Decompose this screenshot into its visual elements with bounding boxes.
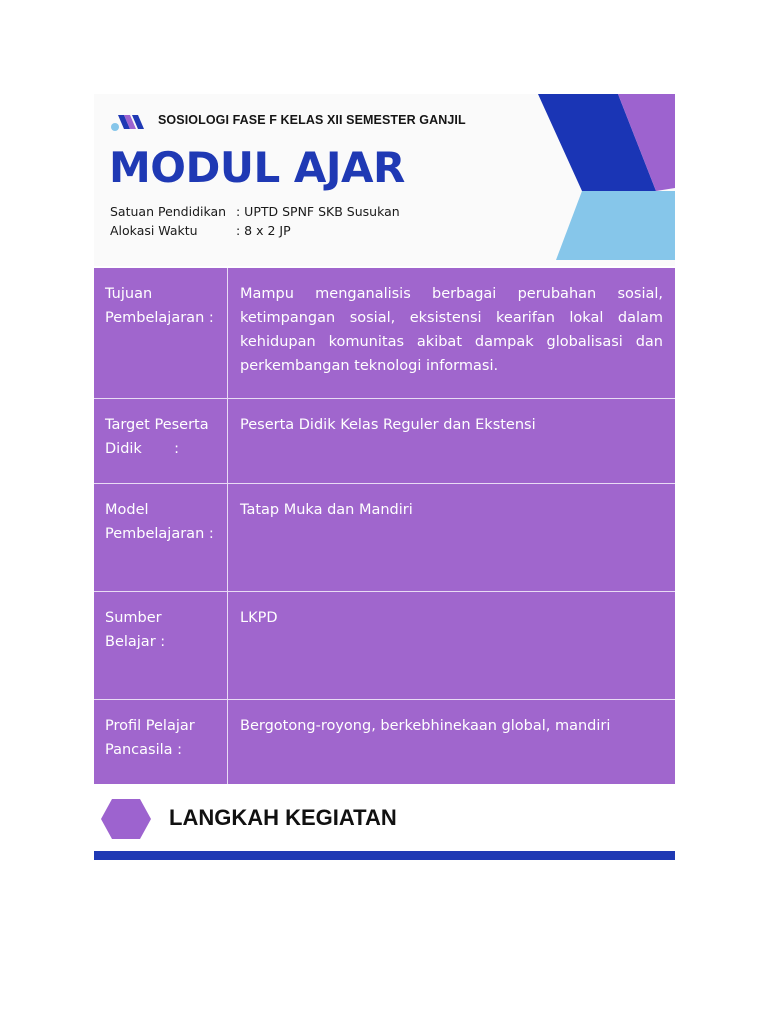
row-value: Peserta Didik Kelas Reguler dan Ekstensi xyxy=(240,417,536,433)
divider-bar xyxy=(94,851,675,860)
row-label: Target Peserta Didik : xyxy=(105,417,214,457)
row-label: Tujuan Pembelajaran : xyxy=(105,286,214,326)
row-value: Mampu menganalisis berbagai perubahan sosial, ketimpangan sosial, eksistensi kearifan lokal dalam kehidupan komunitas akibat dampak globalisasi dan perkembangan teknologi informasi. xyxy=(240,286,663,374)
hexagon-icon xyxy=(100,798,152,840)
row-label: Profil Pelajar Pancasila : xyxy=(105,718,195,758)
row-label: Sumber Belajar : xyxy=(105,610,166,650)
table-row xyxy=(94,592,675,700)
page-title: MODUL AJAR xyxy=(109,143,405,192)
section-header xyxy=(94,786,675,851)
row-label: Model Pembelajaran : xyxy=(105,502,214,542)
header-banner xyxy=(94,94,675,266)
row-value: Bergotong-royong, berkebhinekaan global, mandiri xyxy=(240,718,611,734)
decorative-shapes xyxy=(94,94,675,266)
row-value: Tatap Muka dan Mandiri xyxy=(240,502,413,518)
info-table xyxy=(94,268,675,784)
table-row xyxy=(94,484,675,592)
table-row xyxy=(94,399,675,484)
meta-value: : UPTD SPNF SKB Susukan xyxy=(236,204,400,219)
meta-label: Satuan Pendidikan xyxy=(110,204,227,219)
table-row xyxy=(94,700,675,784)
meta-label: Alokasi Waktu xyxy=(110,223,198,238)
table-row xyxy=(94,268,675,399)
meta-value: : 8 x 2 JP xyxy=(236,223,291,238)
row-value: LKPD xyxy=(240,610,278,626)
column-divider xyxy=(227,268,228,784)
subject-heading: SOSIOLOGI FASE F KELAS XII SEMESTER GANJIL xyxy=(158,113,466,127)
section-title: LANGKAH KEGIATAN xyxy=(169,805,397,830)
